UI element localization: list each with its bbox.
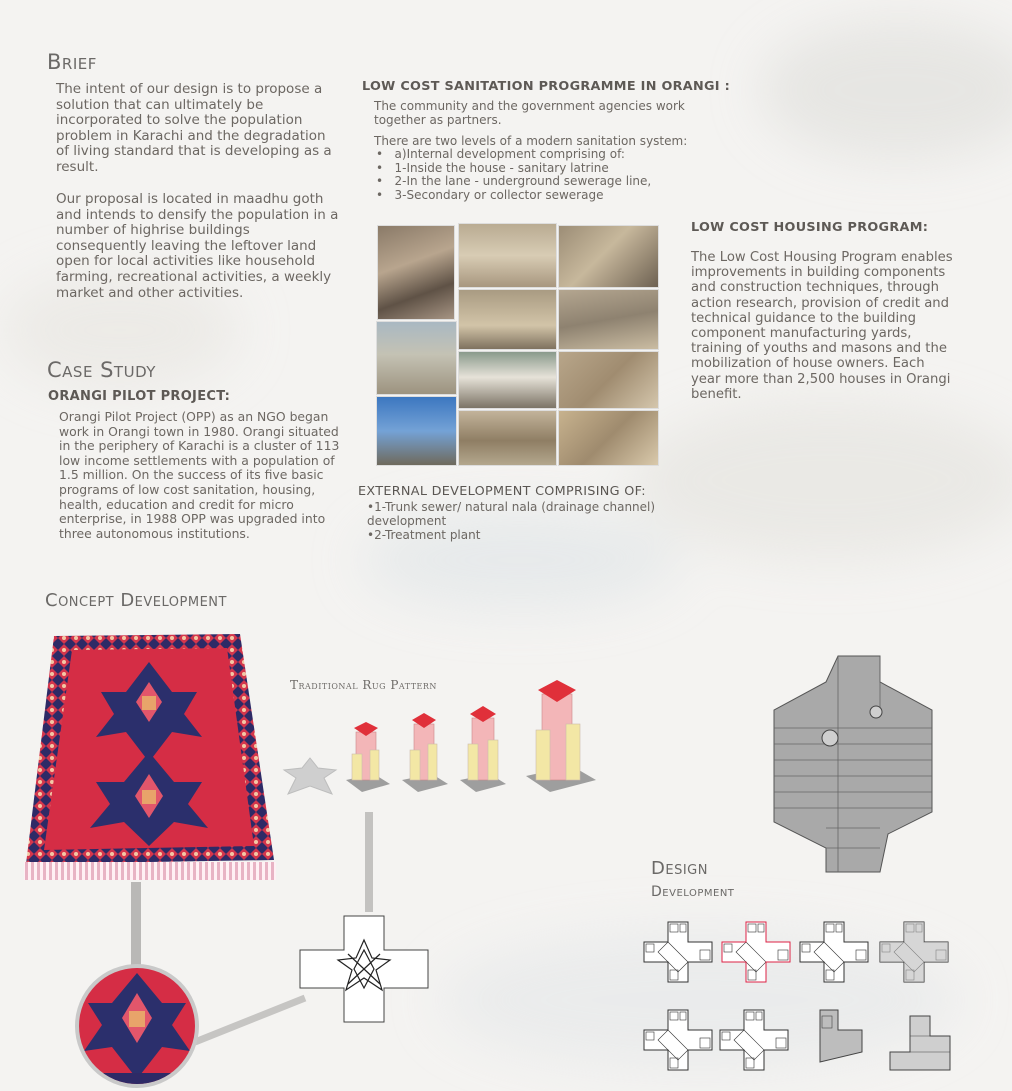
list-item: •1-Trunk sewer/ natural nala (drainage channel) development bbox=[367, 500, 656, 528]
photo-lane-workers bbox=[458, 223, 557, 288]
photo-children bbox=[558, 410, 659, 466]
connector-line bbox=[365, 812, 373, 912]
photo-drain-channel bbox=[558, 289, 659, 350]
list-item: • 2-In the lane - underground sewerage line, bbox=[376, 174, 652, 188]
sanitation-intro-1: The community and the government agencies work together as partners. bbox=[374, 99, 685, 127]
floor-plan-1 bbox=[644, 922, 712, 982]
brief-paragraph-1: The intent of our design is to propose a solution that can ultimately be incorporated to solve the population problem in Karachi and the degradation of living standard that is developing as a result. bbox=[56, 81, 332, 175]
floor-plan-2 bbox=[722, 922, 790, 982]
floor-plan-8 bbox=[890, 1016, 950, 1070]
rug-illustration bbox=[22, 632, 277, 884]
tower-stage-2 bbox=[402, 713, 448, 792]
photo-aerial-town bbox=[376, 321, 457, 395]
concept-heading: Concept Development bbox=[45, 590, 227, 611]
photo-street bbox=[558, 225, 659, 288]
photo-manhole bbox=[558, 351, 659, 409]
cross-plan-drawing bbox=[296, 910, 432, 1028]
case-study-text: Orangi Pilot Project (OPP) as an NGO began work in Orangi town in 1980. Orangi situated in the periphery of Karachi is a cluster of 113 low income settlements with a population of 1.5 million. On the success of its five basic programs of low cost sanitation, housing, health, education and credit for micro enterprise, in 1988 OPP was upgraded into three autonomous institutions. bbox=[59, 409, 340, 541]
highrise-plan-model bbox=[768, 652, 936, 876]
housing-heading: LOW COST HOUSING PROGRAM: bbox=[691, 220, 929, 235]
tower-evolution bbox=[340, 680, 630, 800]
floor-plan-series bbox=[640, 912, 956, 1080]
list-item: • 1-Inside the house - sanitary latrine bbox=[376, 160, 609, 175]
tower-stage-4 bbox=[526, 680, 596, 792]
tower-stage-1 bbox=[346, 722, 390, 792]
external-heading: EXTERNAL DEVELOPMENT COMPRISING OF: bbox=[358, 484, 646, 499]
rug-detail-circle bbox=[74, 963, 200, 1089]
floor-plan-4 bbox=[880, 922, 948, 982]
photo-construction bbox=[377, 225, 455, 320]
list-item: •2-Treatment plant bbox=[367, 528, 481, 542]
connector-line bbox=[131, 882, 141, 970]
flat-rug-motif bbox=[280, 756, 340, 798]
brief-paragraph-2: Our proposal is located in maadhu goth and intends to densify the population in a number of highrise buildings consequently leaving the leftover land open for local activities like household farming, recreational activities, a weekly market and other activities. bbox=[56, 191, 339, 301]
brief-heading: Brief bbox=[47, 50, 97, 74]
photo-blue-sky-street bbox=[376, 396, 457, 466]
design-subheading: Development bbox=[651, 884, 735, 900]
floor-plan-3 bbox=[800, 922, 868, 982]
sanitation-heading: LOW COST SANITATION PROGRAMME IN ORANGI : bbox=[362, 79, 731, 94]
photo-sewer-blocks bbox=[458, 351, 557, 409]
tower-stage-3 bbox=[460, 706, 506, 792]
floor-plan-6 bbox=[720, 1010, 788, 1070]
photo-nala bbox=[458, 410, 557, 466]
housing-text: The Low Cost Housing Program enables improvements in building components and construction techniques, through action research, provision of credit and technical guidance to the building component manufacturing yards, training of youths and masons and the mobilization of house owners. Each year more than 2,500 houses in Orangi benefit. bbox=[691, 250, 953, 402]
photo-lane-drain bbox=[458, 289, 557, 350]
list-item: • 3-Secondary or collector sewerage bbox=[376, 187, 604, 202]
sanitation-intro-2: There are two levels of a modern sanitation system: bbox=[374, 134, 688, 148]
case-study-heading: Case Study bbox=[47, 358, 156, 382]
external-list bbox=[367, 500, 702, 542]
connector-diagonal bbox=[190, 990, 310, 1050]
rug-pattern-label: Traditional Rug Pattern bbox=[290, 678, 437, 692]
sanitation-list bbox=[376, 148, 696, 202]
design-heading: Design bbox=[651, 858, 708, 879]
case-study-subheading: ORANGI PILOT PROJECT: bbox=[48, 389, 231, 404]
list-item: • a)Internal development comprising of: bbox=[376, 147, 625, 161]
floor-plan-5 bbox=[644, 1010, 712, 1070]
floor-plan-7 bbox=[820, 1010, 862, 1062]
